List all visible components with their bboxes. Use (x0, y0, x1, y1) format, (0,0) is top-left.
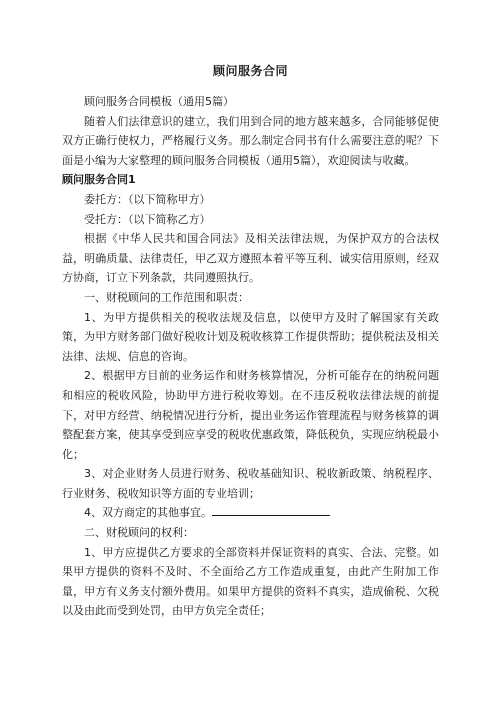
clause-item (62, 503, 439, 523)
paragraph-text: 二、财税顾问的权利： (84, 526, 194, 540)
doc-subtitle-paragraph (62, 92, 439, 112)
section-heading (62, 170, 439, 190)
paragraph-text: 3、对企业财务人员进行财务、税收基础知识、税收新政策、纳税程序、行业财务、税收知识等方面的专业培训； (62, 467, 439, 500)
clause-item (62, 543, 439, 621)
party-b-line (62, 210, 439, 230)
section-heading-text: 顾问服务合同1 (62, 173, 136, 187)
paragraph-text: 根据《中华人民共和国合同法》及相关法律法规，为保护双方的合法权益，明确质量、法律责任，甲乙双方遵照本着平等互利、诚实信用原则，经双方协商，订立下列条款，共同遵照执行。 (62, 232, 439, 285)
paragraph-text: 1、甲方应提供乙方要求的全部资料并保证资料的真实、合法、完整。如果甲方提供的资料不及时、不全面给乙方工作造成重复，由此产生附加工作量，甲方有义务支付额外费用。如果甲方提供的资料不真实，造成偷税、欠税以及由此而受到处罚，由甲方负完全责任； (62, 545, 439, 618)
fill-in-blank (212, 503, 330, 516)
document-title: 顾问服务合同 (212, 64, 288, 78)
preamble-paragraph (62, 229, 439, 288)
paragraph-text: 2、根据甲方目前的业务运作和财务核算情况，分析可能存在的纳税问题和相应的税收风险，协助甲方进行税收筹划。在不违反税收法律法规的前提下，对甲方经营、纳税情况进行分析，提出业务运作管理流程与财务核算的调整配套方案，使其享受到应享受的税收优惠政策，降低税负，实现应纳税最小化； (62, 369, 439, 461)
paragraph-text: 顾问服务合同模板（通用5篇） (84, 95, 234, 108)
paragraph-text: 随着人们法律意识的建立，我们用到合同的地方越来越多，合同能够促使双方正确行使权力，严格履行义务。那么制定合同书有什么需要注意的呢？下面是小编为大家整理的顾问服务合同模板（通用5篇），欢迎阅读与收藏。 (62, 114, 439, 167)
paragraph-text: 一、财税顾问的工作范围和职责： (84, 290, 249, 304)
clause-item (62, 366, 439, 464)
paragraph-text: 4、双方商定的其他事宜。 (84, 506, 212, 520)
clause-item (62, 464, 439, 503)
paragraph-text: 1、为甲方提供相关的税收法规及信息，以使甲方及时了解国家有关政策，为甲方财务部门做好税收计划及税收核算工作提供帮助；提供税法及相关法律、法规、信息的咨询。 (62, 310, 439, 363)
clause-item (62, 308, 439, 367)
clause-heading (62, 288, 439, 308)
party-a-line (62, 190, 439, 210)
paragraph-text: 委托方：（以下简称甲方） (84, 192, 211, 206)
intro-paragraph (62, 112, 439, 171)
clause-heading (62, 523, 439, 543)
paragraph-text: 受托方：（以下简称乙方） (84, 212, 211, 226)
